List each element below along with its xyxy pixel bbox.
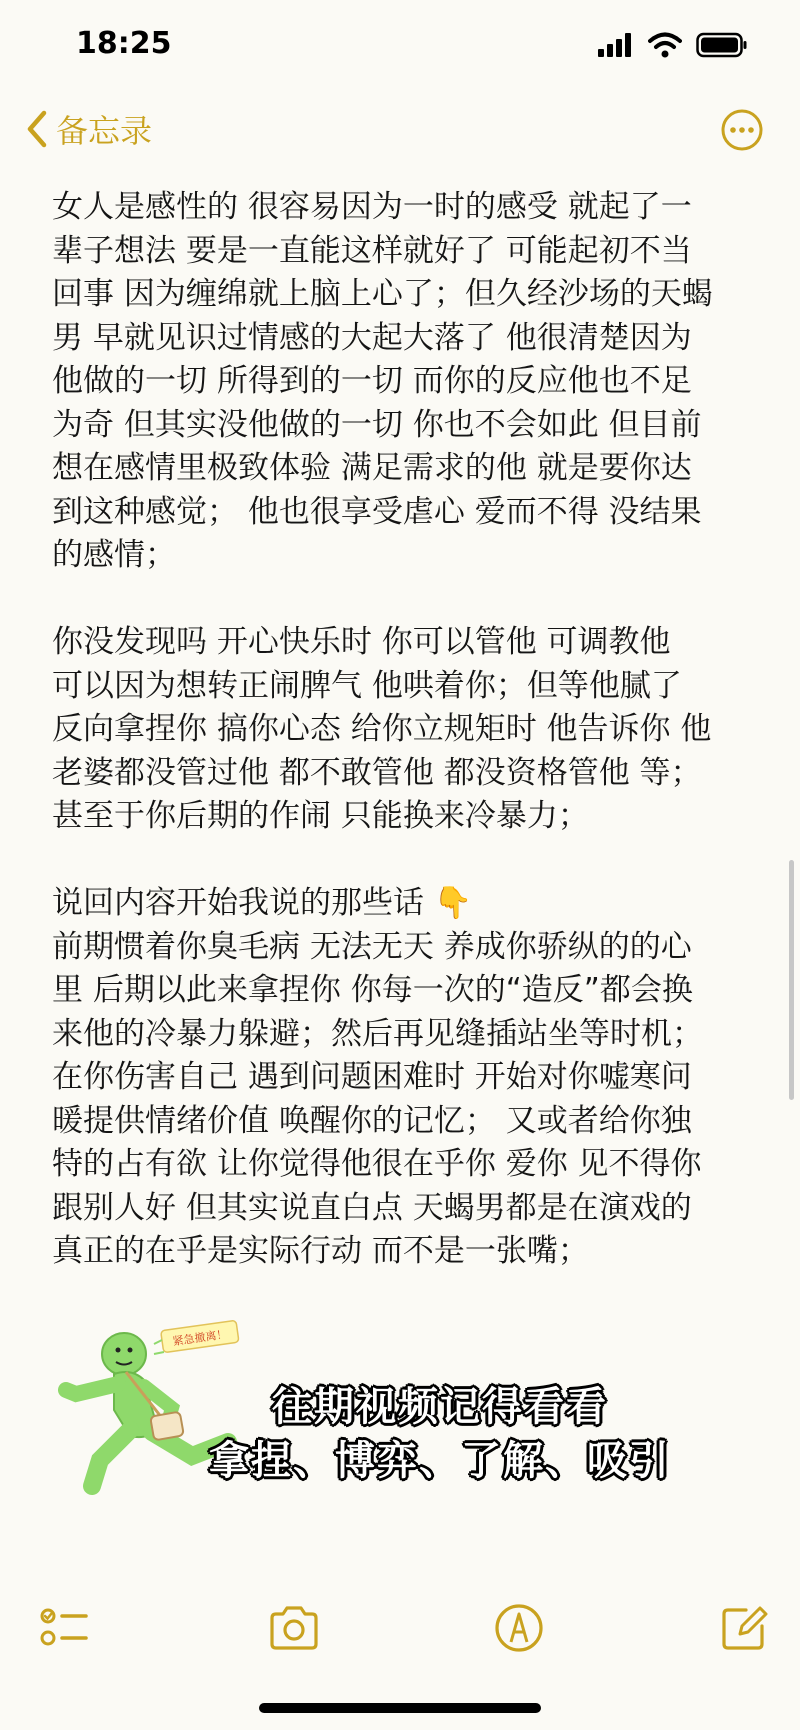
video-caption (180, 1380, 700, 1488)
caption-line-1: 往期视频记得看看 (272, 1384, 608, 1430)
note-paragraph: 说回内容开始我说的那些话 👇 前期惯着你臭毛病 无法无天 养成你骄纵的的心 里 后期以此来拿捏你 你每一次的“造反”都会换 来他的冷暴力躲避；然后再见缝插站坐等时机； 在你伤害自己 遇到问题困难时 开始对你嘘寒问 暖提供情绪价值 唤醒你的记忆； 又或者给你独 特的占有欲 让你觉得他很在乎你 爱你 见不得你 跟别人好 但其实说直白点 天蝎男都是在演戏的 真正的在乎是实际行动 而不是一张嘴； (52, 885, 703, 1269)
back-button[interactable] (24, 106, 152, 152)
battery-icon (696, 32, 748, 58)
cellular-signal-icon (598, 33, 634, 57)
sticker-tag-text: 紧急撤离！ (171, 1327, 229, 1349)
navigation-bar (0, 100, 800, 160)
bottom-toolbar (0, 1600, 800, 1670)
home-indicator[interactable] (259, 1703, 541, 1713)
checklist-icon[interactable] (36, 1600, 92, 1656)
caption-line-2: 拿捏、博弈、了解、吸引 (209, 1438, 671, 1484)
note-paragraph: 女人是感性的 很容易因为一时的感受 就起了一 辈子想法 要是一直能这样就好了 可能起初不当 回事 因为缠绵就上脑上心了；但久经沙场的天蝎 男 早就见识过情感的大起大落了 他很清楚因为 他做的一切 所得到的一切 而你的反应他也不足 为奇 但其实没他做的一切 你也不会如此 但目前 想在感情里极致体验 满足需求的他 就是要你达 到这种感觉； 他也很享受虐心 爱而不得 没结果 的感情； (52, 189, 713, 573)
note-paragraph: 你没发现吗 开心快乐时 你可以管他 可调教他 可以因为想转正闹脾气 他哄着你；但等他腻了 反向拿捏你 搞你心态 给你立规矩时 他告诉你 他 老婆都没管过他 都不敢管他 都没资格管他 等； 甚至于你后期的作闹 只能换来冷暴力； (52, 624, 712, 834)
more-options-icon[interactable] (720, 108, 764, 152)
wifi-icon (648, 32, 682, 58)
status-bar (0, 0, 800, 90)
chevron-left-icon (24, 109, 50, 149)
markup-pen-icon[interactable] (491, 1600, 547, 1656)
scroll-indicator[interactable] (789, 860, 794, 1100)
status-time: 18:25 (76, 26, 172, 61)
camera-icon[interactable] (266, 1600, 322, 1656)
compose-icon[interactable] (716, 1600, 772, 1656)
back-label: 备忘录 (56, 112, 153, 150)
status-icons (598, 30, 748, 60)
note-body[interactable] (52, 186, 752, 1317)
